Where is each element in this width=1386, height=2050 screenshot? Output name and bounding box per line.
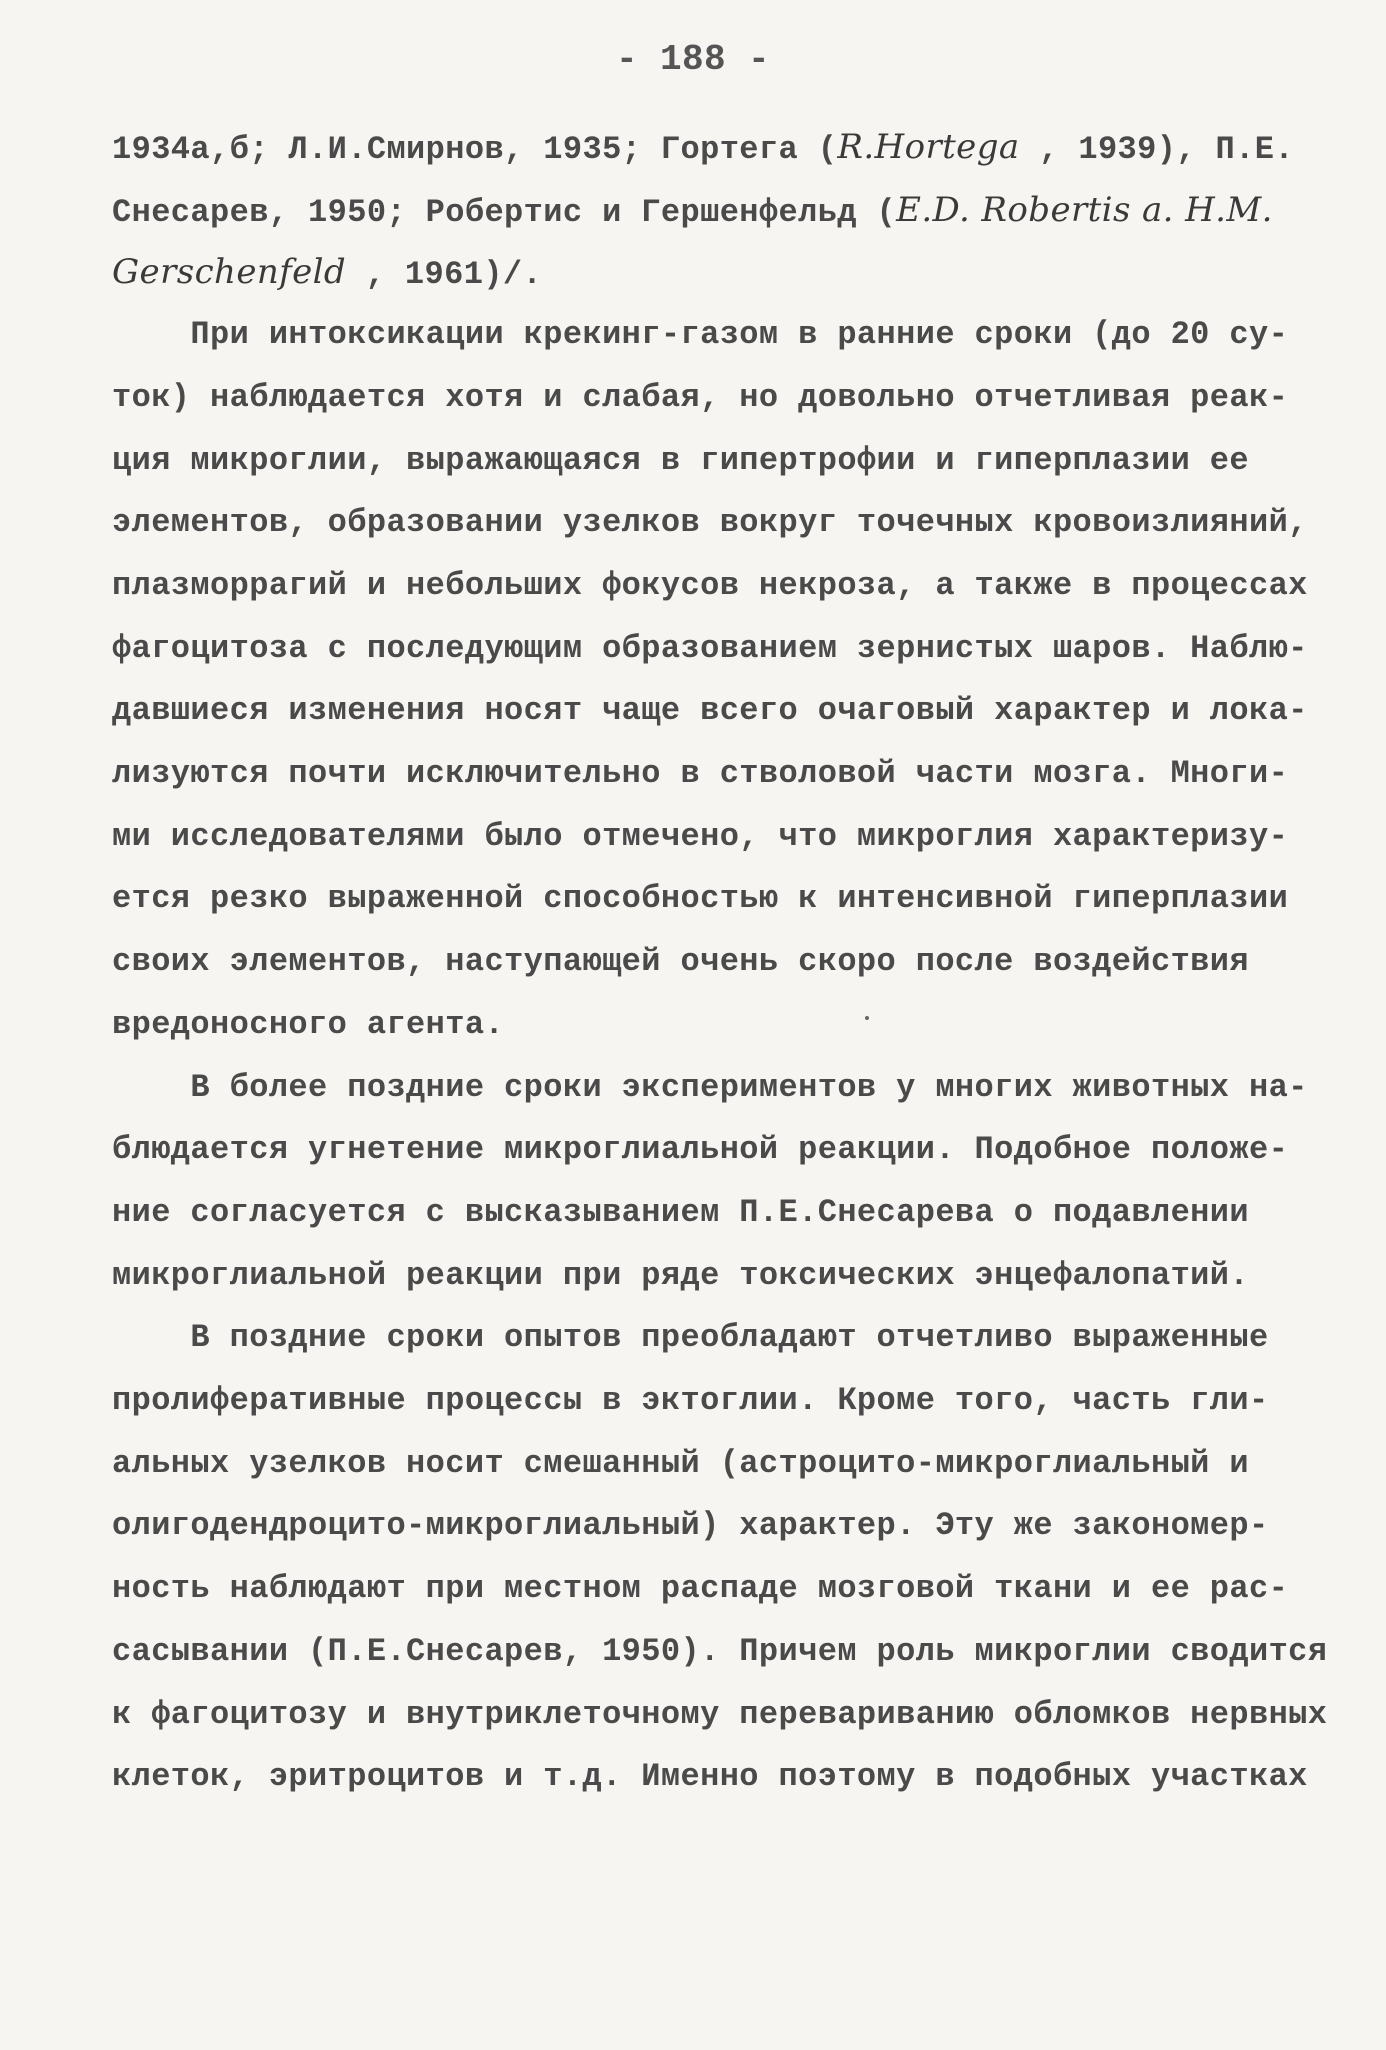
text-line — [112, 1182, 1249, 1244]
text-line — [112, 1495, 1269, 1557]
typed-text: ток) наблюдается хотя и слабая, но довольно отчетливая реак- — [112, 378, 1289, 416]
typed-text: своих элементов, наступающей очень скоро после воздействия — [112, 943, 1249, 981]
page-number: - 188 - — [615, 39, 771, 80]
typed-text: В более поздние сроки экспериментов у многих животных на- — [112, 1068, 1308, 1106]
text-line — [112, 1746, 1308, 1808]
typed-text: сасывании (П.Е.Снесарев, 1950). Причем роль микроглии сводится — [112, 1632, 1328, 1670]
handwritten-text: E.D. Robertis a. H.M. — [896, 189, 1273, 230]
typed-text: ние согласуется с высказыванием П.Е.Снесарева о подавлении — [112, 1193, 1249, 1231]
text-line — [112, 994, 504, 1056]
typed-text: плазморрагий и небольших фокусов некроза, а также в процессах — [112, 566, 1308, 604]
text-line — [112, 179, 1273, 241]
text-line — [112, 1245, 1249, 1307]
typed-text: вредоносного агента. — [112, 1005, 505, 1043]
text-line — [112, 680, 1308, 742]
typed-text: клеток, эритроцитов и т.д. Именно поэтому в подобных участках — [112, 1758, 1308, 1796]
typed-text: лизуются почти исключительно в стволовой части мозга. Многи- — [112, 755, 1289, 792]
text-line — [112, 492, 1308, 554]
typed-text: Снесарев, 1950; Робертис и Гершенфельд ( — [112, 193, 897, 231]
typed-text: микроглиальной реакции при ряде токсических энцефалопатий. — [112, 1256, 1249, 1294]
typed-text: , 1939), П.Е. — [1019, 131, 1294, 168]
text-line — [112, 618, 1308, 680]
typed-text: пролиферативные процессы в эктоглии. Кроме того, часть гли- — [112, 1382, 1269, 1419]
text-line — [112, 304, 1288, 366]
stray-dot — [865, 1016, 869, 1020]
text-line — [112, 1558, 1288, 1620]
text-line — [112, 1370, 1269, 1432]
typed-text: ция микроглии, выражающаяся в гипертрофии и гиперплазии ее — [112, 441, 1249, 479]
typed-text: ность наблюдают при местном распаде мозговой ткани и ее рас- — [112, 1570, 1289, 1608]
typed-text: В поздние сроки опытов преобладают отчетливо выраженные — [112, 1319, 1269, 1357]
text-line — [112, 1684, 1327, 1746]
typed-text: 1934а,б; Л.И.Смирнов, 1935; Гортега ( — [112, 131, 838, 168]
text-line — [112, 743, 1288, 805]
typed-text: элементов, образовании узелков вокруг точечных кровоизлияний, — [112, 504, 1308, 542]
text-line — [112, 116, 1294, 178]
typed-text: , 1961)/. — [346, 256, 543, 294]
text-line — [112, 1621, 1327, 1683]
text-line — [112, 1119, 1288, 1181]
typed-text: При интоксикации крекинг-газом в ранние сроки (до 20 су- — [112, 316, 1289, 354]
text-line — [112, 868, 1288, 930]
handwritten-text: Gerschenfeld — [112, 252, 347, 293]
text-line — [112, 555, 1308, 617]
handwritten-text: R.Hortega — [837, 127, 1020, 167]
typed-text: давшиеся изменения носят чаще всего очаговый характер и лока- — [112, 692, 1308, 730]
text-line — [112, 241, 542, 303]
typed-text: фагоцитоза с последующим образованием зернистых шаров. Наблю- — [112, 629, 1308, 667]
text-line — [112, 1307, 1269, 1369]
typed-text: олигодендроцито-микроглиальный) характер. Эту же закономер- — [112, 1507, 1269, 1545]
text-line — [112, 367, 1288, 429]
text-line — [112, 1057, 1308, 1119]
typed-text: ми исследователями было отмечено, что микроглия характеризу- — [112, 817, 1289, 855]
text-line — [112, 931, 1249, 993]
text-line — [112, 430, 1249, 492]
typed-text: к фагоцитозу и внутриклеточному перевариванию обломков нервных — [112, 1695, 1328, 1733]
text-line — [112, 1433, 1249, 1495]
text-line — [112, 806, 1288, 868]
typed-text: блюдается угнетение микроглиальной реакции. Подобное положе- — [112, 1131, 1289, 1169]
typed-text: ется резко выраженной способностью к интенсивной гиперплазии — [112, 880, 1289, 918]
typed-text: альных узелков носит смешанный (астроцито-микроглиальный и — [112, 1444, 1249, 1482]
